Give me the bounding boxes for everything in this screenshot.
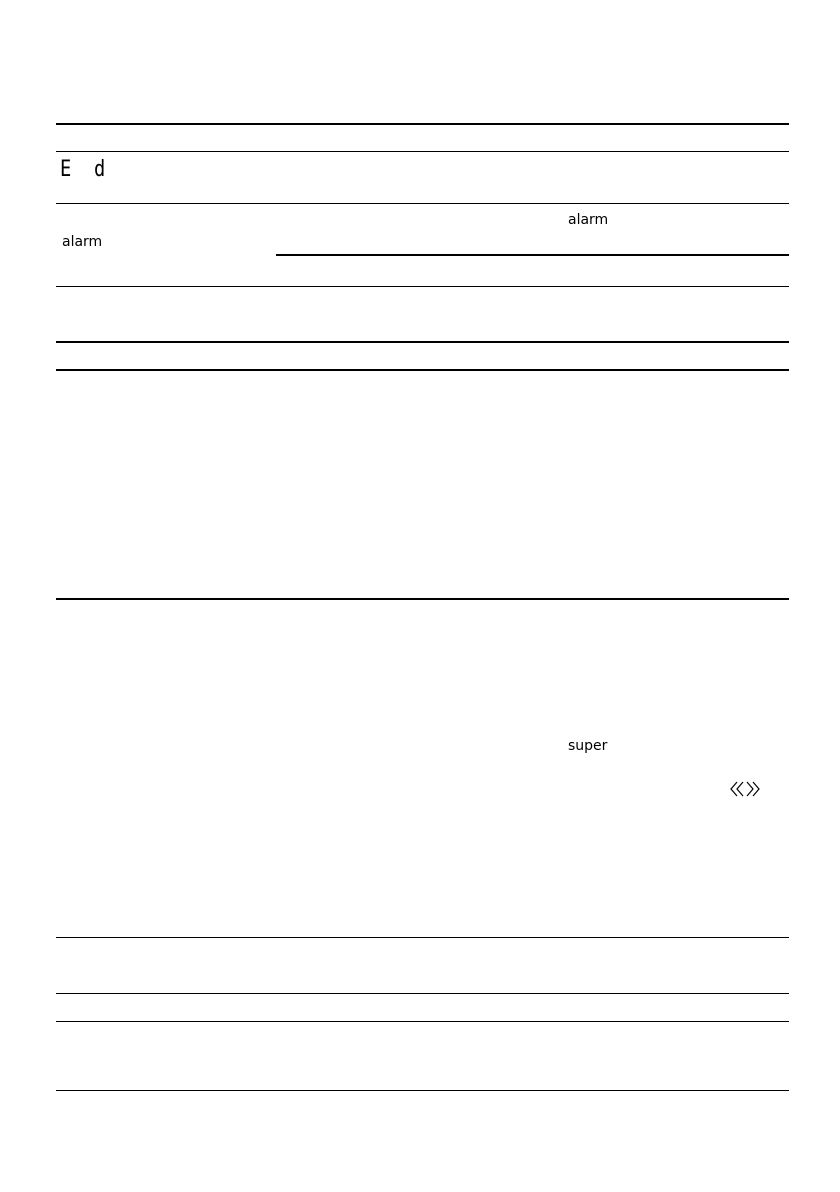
super-label: super [568,738,608,754]
table-rule [56,1021,789,1022]
table-rule [56,598,789,600]
table-rule [56,1090,789,1091]
alarm-label-left: alarm [62,234,103,250]
table-rule [56,151,789,152]
chevron-double-right-icon-svg [746,780,760,798]
display-symbol-e: E [60,157,72,182]
alarm-label-right: alarm [568,212,609,228]
table-rule [56,203,789,204]
chevron-double-left-icon-svg [730,780,744,798]
chevron-double-left-icon [730,780,744,802]
chevron-double-right-icon [746,780,760,802]
table-rule [56,993,789,994]
table-rule [56,286,789,287]
table-rule [56,937,789,938]
table-rule-subrow [276,254,789,256]
table-rule [56,369,789,371]
display-symbol-d: d [94,157,106,182]
table-rule [56,341,789,343]
table-rule-header [56,123,789,125]
